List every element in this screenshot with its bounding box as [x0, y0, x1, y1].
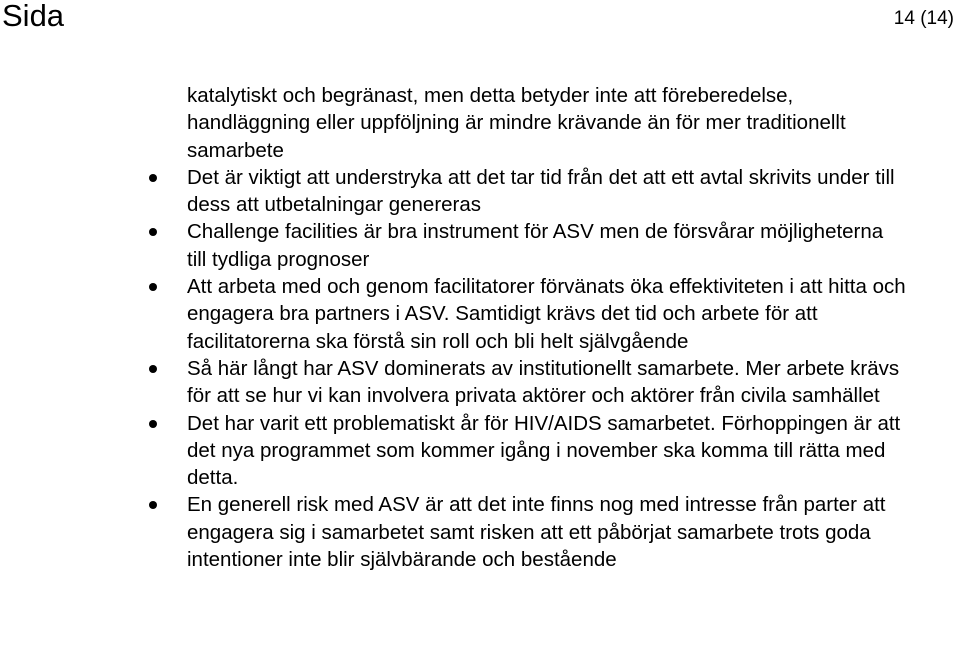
bullet-text: Det är viktigt att understryka att det tar tid från det att ett avtal skrivits under till dess att utbetalningar genereras	[187, 165, 895, 217]
bullet-item	[0, 273, 907, 355]
bullet-icon	[149, 420, 157, 428]
bullet-text: Det har varit ett problematiskt år för HIV/AIDS samarbetet. Förhoppingen är att det nya programmet som kommer igång i november ska komma till rätta med detta.	[187, 411, 901, 490]
bullet-text: Att arbeta med och genom facilitatorer förvänats öka effektiviteten i att hitta och engagera bra partners i ASV. Samtidigt krävs det tid och arbete för att facilitatorerna ska förstå sin roll och bli helt självgående	[187, 275, 906, 353]
bullet-list	[0, 164, 960, 573]
bullet-item	[0, 491, 907, 573]
bullet-item	[0, 218, 907, 273]
bullet-text: Så här långt har ASV dominerats av institutionellt samarbete. Mer arbete krävs för att se hur vi kan involvera privata aktörer och aktörer från civila samhället	[187, 356, 900, 408]
page-number: 14 (14)	[893, 8, 954, 29]
page-header-title: Sida	[2, 0, 65, 33]
page-header	[0, 0, 960, 40]
bullet-text: Challenge facilities är bra instrument för ASV men de försvårar möjligheterna till tydliga prognoser	[187, 220, 884, 271]
continuation-paragraph: katalytiskt och begränast, men detta betyder inte att föreberedelse, handläggning eller uppföljning är mindre krävande än för mer traditionellt samarbete	[187, 84, 846, 162]
bullet-item	[0, 164, 907, 219]
bullet-item	[0, 410, 907, 492]
bullet-text: En generell risk med ASV är att det inte finns nog med intresse från parter att engagera sig i samarbetet samt risken att ett påbörjat samarbete trots goda intentioner inte blir självbärande och bestående	[187, 493, 886, 572]
bullet-icon	[149, 283, 157, 291]
bullet-icon	[149, 228, 157, 236]
bullet-item	[0, 355, 907, 410]
document-body	[0, 82, 960, 573]
bullet-icon	[149, 501, 157, 509]
bullet-icon	[149, 365, 157, 373]
bullet-icon	[149, 174, 157, 182]
